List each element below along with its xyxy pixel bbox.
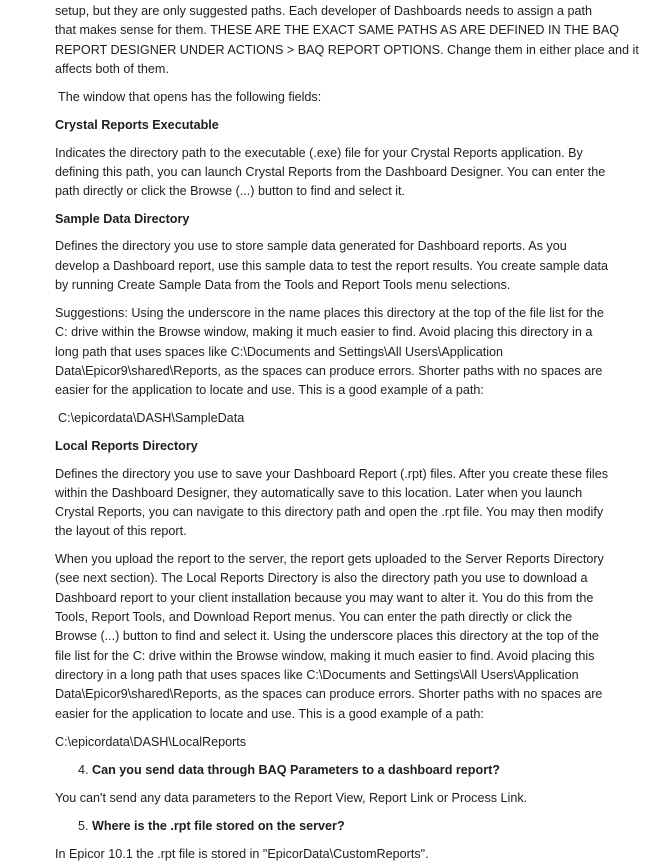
sample-suggestions-line-2: C: drive within the Browse window, making it much easier to find. Avoid placing this directory in a	[55, 325, 593, 339]
intro-line-3: REPORT DESIGNER UNDER ACTIONS > BAQ REPORT OPTIONS. Change them in either place and it	[55, 43, 639, 57]
crystal-body-line-2: defining this path, you can launch Crystal Reports from the Dashboard Designer. You can enter the	[55, 165, 606, 179]
sample-body-line-2: develop a Dashboard report, use this sample data to test the report results. You create sample data	[55, 259, 609, 273]
fields-intro: The window that opens has the following fields:	[58, 90, 322, 104]
sample-body-line-3: by running Create Sample Data from the Tools and Report Tools menu selections.	[55, 278, 511, 292]
crystal-body-line-3: path directly or click the Browse (...) button to find and select it.	[55, 184, 405, 198]
q4-number: 4.	[78, 763, 89, 777]
sample-example-path: C:\epicordata\DASH\SampleData	[58, 411, 245, 425]
q5-number: 5.	[78, 819, 89, 833]
q4-answer: You can't send any data parameters to the Report View, Report Link or Process Link.	[55, 791, 528, 805]
crystal-body-line-1: Indicates the directory path to the executable (.exe) file for your Crystal Reports application. By	[55, 146, 583, 160]
q5-answer: In Epicor 10.1 the .rpt file is stored in "EpicorData\CustomReports".	[55, 847, 429, 861]
local-upload-line-9: easier for the application to locate and use. This is a good example of a path:	[55, 707, 484, 721]
local-upload-line-5: Browse (...) button to find and select it. Using the underscore places this directory at the top of the	[55, 629, 599, 643]
local-body-line-2: within the Dashboard Designer, they automatically save to this location. Later when you launch	[55, 486, 583, 500]
sample-suggestions-line-5: easier for the application to locate and use. This is a good example of a path:	[55, 383, 484, 397]
q4-question	[78, 761, 500, 780]
sample-body-line-1: Defines the directory you use to store sample data generated for Dashboard reports. As you	[55, 239, 567, 253]
q4-question-text: Can you send data through BAQ Parameters to a dashboard report?	[92, 763, 500, 777]
sample-suggestions-line-3: long path that uses spaces like C:\Documents and Settings\All Users\Application	[55, 345, 504, 359]
local-body-line-4: the layout of this report.	[55, 524, 187, 538]
intro-line-1: setup, but they are only suggested paths. Each developer of Dashboards needs to assign a path	[55, 4, 592, 18]
q5-question-text: Where is the .rpt file stored on the server?	[92, 819, 345, 833]
local-upload-line-2: (see next section). The Local Reports Directory is also the directory path you use to download a	[55, 571, 588, 585]
local-body-line-1: Defines the directory you use to save your Dashboard Report (.rpt) files. After you create these files	[55, 467, 608, 481]
sample-heading: Sample Data Directory	[55, 212, 190, 226]
local-upload-line-6: file list for the C: drive within the Browse window, making it much easier to find. Avoid placing this	[55, 649, 595, 663]
q5-question	[78, 817, 345, 836]
intro-line-4: affects both of them.	[55, 62, 169, 76]
sample-suggestions-line-4: Data\Epicor9\shared\Reports, as the spaces can produce errors. Shorter paths with no spaces are	[55, 364, 603, 378]
local-upload-line-7: directory in a long path that uses spaces like C:\Documents and Settings\All Users\Application	[55, 668, 579, 682]
local-upload-line-8: Data\Epicor9\shared\Reports, as the spaces can produce errors. Shorter paths with no spaces are	[55, 687, 603, 701]
intro-line-2: that makes sense for them. THESE ARE THE EXACT SAME PATHS AS ARE DEFINED IN THE BAQ	[55, 23, 620, 37]
local-body-line-3: Crystal Reports, you can navigate to this directory path and open the .rpt file. You may then modify	[55, 505, 604, 519]
local-upload-line-3: Dashboard report to your client installation because you may want to alter it. You do this from the	[55, 591, 594, 605]
local-example-path: C:\epicordata\DASH\LocalReports	[55, 735, 247, 749]
crystal-heading: Crystal Reports Executable	[55, 118, 219, 132]
local-upload-line-4: Tools, Report Tools, and Download Report menus. You can enter the path directly or click the	[55, 610, 573, 624]
sample-suggestions-line-1: Suggestions: Using the underscore in the name places this directory at the top of the file list for the	[55, 306, 604, 320]
local-upload-line-1: When you upload the report to the server, the report gets uploaded to the Server Reports Directory	[55, 552, 604, 566]
local-heading: Local Reports Directory	[55, 439, 198, 453]
